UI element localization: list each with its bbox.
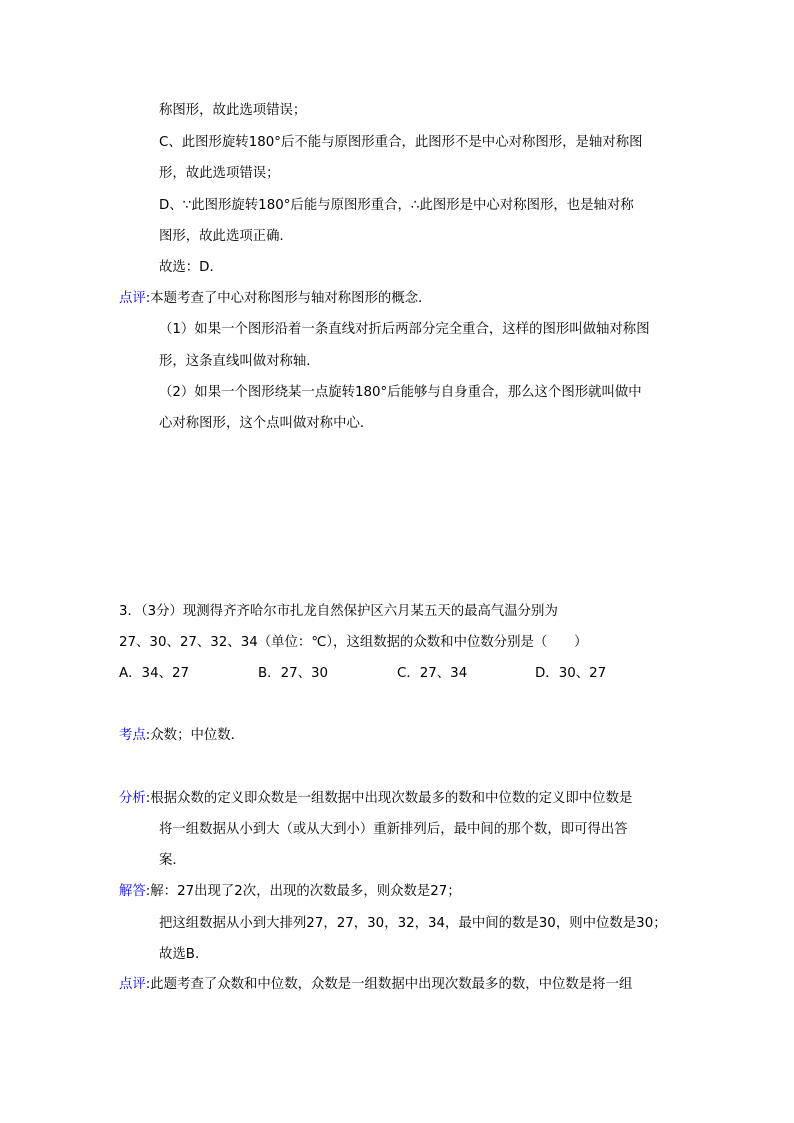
- jieda-section: [119, 883, 461, 901]
- jieda-label: 解答: [119, 884, 146, 899]
- text-line: 将一组数据从小到大（或从大到小）重新排列后，最中间的那个数，即可得出答: [159, 822, 628, 837]
- text-line: 故选B．: [159, 947, 209, 962]
- fenxi-label: 分析: [119, 791, 146, 806]
- text-line: 根据众数的定义即众数是一组数据中出现次数最多的数和中位数的定义即中位数是: [150, 791, 633, 806]
- option-d: D．30、27: [535, 666, 607, 681]
- text-line: 称图形，故此选项错误；: [159, 103, 307, 118]
- dianping-section: [119, 976, 632, 994]
- kaodian-label: 考点: [119, 728, 146, 743]
- dianping-label: 点评: [119, 977, 146, 992]
- text-line: （2）如果一个图形绕某一点旋转180°后能够与自身重合，那么这个图形就叫做中: [159, 385, 642, 400]
- colon: :: [145, 884, 151, 899]
- text-line: D、∵此图形旋转180°后能与原图形重合，∴此图形是中心对称图形，也是轴对称: [159, 198, 634, 213]
- fenxi-section: [119, 790, 632, 808]
- question-stem: 27、30、27、32、34（单位：℃），这组数据的众数和中位数分别是（ ）: [119, 635, 588, 650]
- text-line: 此题考查了众数和中位数，众数是一组数据中出现次数最多的数，中位数是将一组: [150, 977, 633, 992]
- colon: :: [145, 977, 151, 992]
- comment-label: 点评: [119, 291, 146, 306]
- comment-section: [119, 290, 432, 308]
- text-line: 形，故此选项错误；: [159, 166, 280, 181]
- text-line: 本题考查了中心对称图形与轴对称图形的概念．: [150, 291, 432, 306]
- text-line: 把这组数据从小到大排列27，27，30，32，34，最中间的数是30，则中位数是30；: [159, 916, 667, 931]
- text-line: 心对称图形，这个点叫做对称中心．: [159, 416, 374, 431]
- option-c: C．27、34: [397, 666, 468, 681]
- text-line: 众数；中位数．: [150, 728, 245, 743]
- text-line: 案．: [159, 853, 186, 868]
- kaodian-section: [119, 727, 244, 745]
- colon: :: [145, 728, 151, 743]
- colon: :: [145, 791, 151, 806]
- question-stem: 3．（3分）现测得齐齐哈尔市扎龙自然保护区六月某五天的最高气温分别为: [119, 604, 558, 619]
- text-line: 故选：D．: [159, 260, 223, 275]
- text-line: 解：27出现了2次，出现的次数最多，则众数是27；: [150, 884, 461, 899]
- colon: :: [145, 291, 151, 306]
- option-a: A．34、27: [119, 666, 190, 681]
- text-line: 形，这条直线叫做对称轴．: [159, 354, 320, 369]
- text-line: 图形，故此选项正确．: [159, 229, 293, 244]
- text-line: C、此图形旋转180°后不能与原图形重合，此图形不是中心对称图形，是轴对称图: [159, 135, 643, 150]
- text-line: （1）如果一个图形沿着一条直线对折后两部分完全重合，这样的图形叫做轴对称图: [159, 322, 650, 337]
- option-b: B．27、30: [258, 666, 329, 681]
